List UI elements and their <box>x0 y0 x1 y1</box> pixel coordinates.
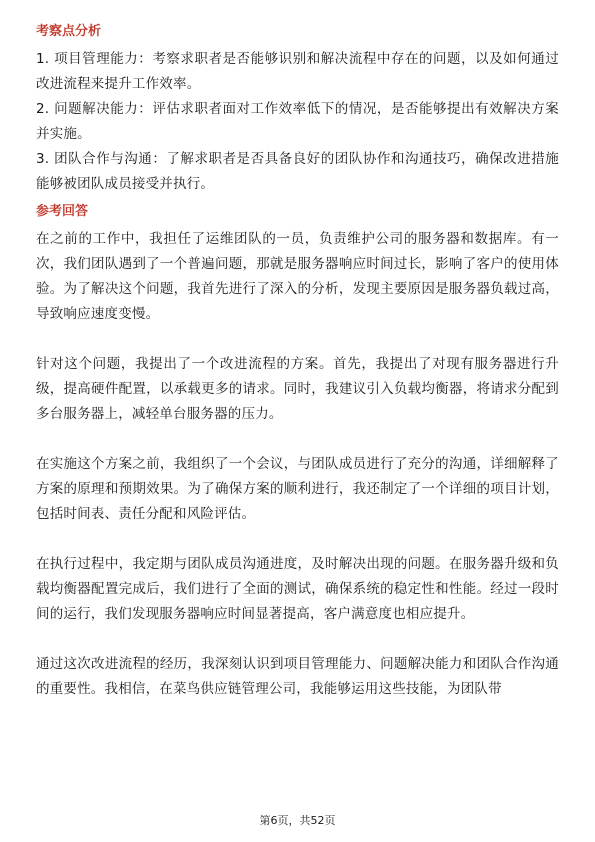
answer-paragraph-5: 通过这次改进流程的经历，我深刻认识到项目管理能力、问题解决能力和团队合作沟通的重要性。我相信，在菜鸟供应链管理公司，我能够运用这些技能，为团队带 <box>36 656 559 697</box>
analysis-item-3: 3. 团队合作与沟通：了解求职者是否具备良好的团队协作和沟通技巧，确保改进措施能够被团队成员接受并执行。 <box>36 151 559 192</box>
answer-paragraph-3: 在实施这个方案之前，我组织了一个会议，与团队成员进行了充分的沟通，详细解释了方案的原理和预期效果。为了确保方案的顺利进行，我还制定了一个详细的项目计划，包括时间表、责任分配和风险评估。 <box>36 456 559 522</box>
answer-paragraph-1: 在之前的工作中，我担任了运维团队的一员，负责维护公司的服务器和数据库。有一次，我们团队遇到了一个普遍问题，那就是服务器响应时间过长，影响了客户的使用体验。为了解决这个问题，我首先进行了深入的分析，发现主要原因是服务器负载过高，导致响应速度变慢。 <box>36 231 559 322</box>
page-number-footer: 第6页，共52页 <box>259 814 336 827</box>
answer-paragraph-2: 针对这个问题，我提出了一个改进流程的方案。首先，我提出了对现有服务器进行升级，提高硬件配置，以承载更多的请求。同时，我建议引入负载均衡器，将请求分配到多台服务器上，减轻单台服务器的压力。 <box>36 356 559 422</box>
analysis-item-2: 2. 问题解决能力：评估求职者面对工作效率低下的情况，是否能够提出有效解决方案并实施。 <box>36 101 559 142</box>
document-page <box>36 22 559 702</box>
section-heading-answer: 参考回答 <box>36 204 89 219</box>
analysis-item-1: 1. 项目管理能力：考察求职者是否能够识别和解决流程中存在的问题，以及如何通过改进流程来提升工作效率。 <box>36 51 559 92</box>
answer-paragraph-4: 在执行过程中，我定期与团队成员沟通进度，及时解决出现的问题。在服务器升级和负载均衡器配置完成后，我们进行了全面的测试，确保系统的稳定性和性能。经过一段时间的运行，我们发现服务器响应时间显著提高，客户满意度也相应提升。 <box>36 556 559 622</box>
section-heading-analysis: 考察点分析 <box>36 24 102 39</box>
